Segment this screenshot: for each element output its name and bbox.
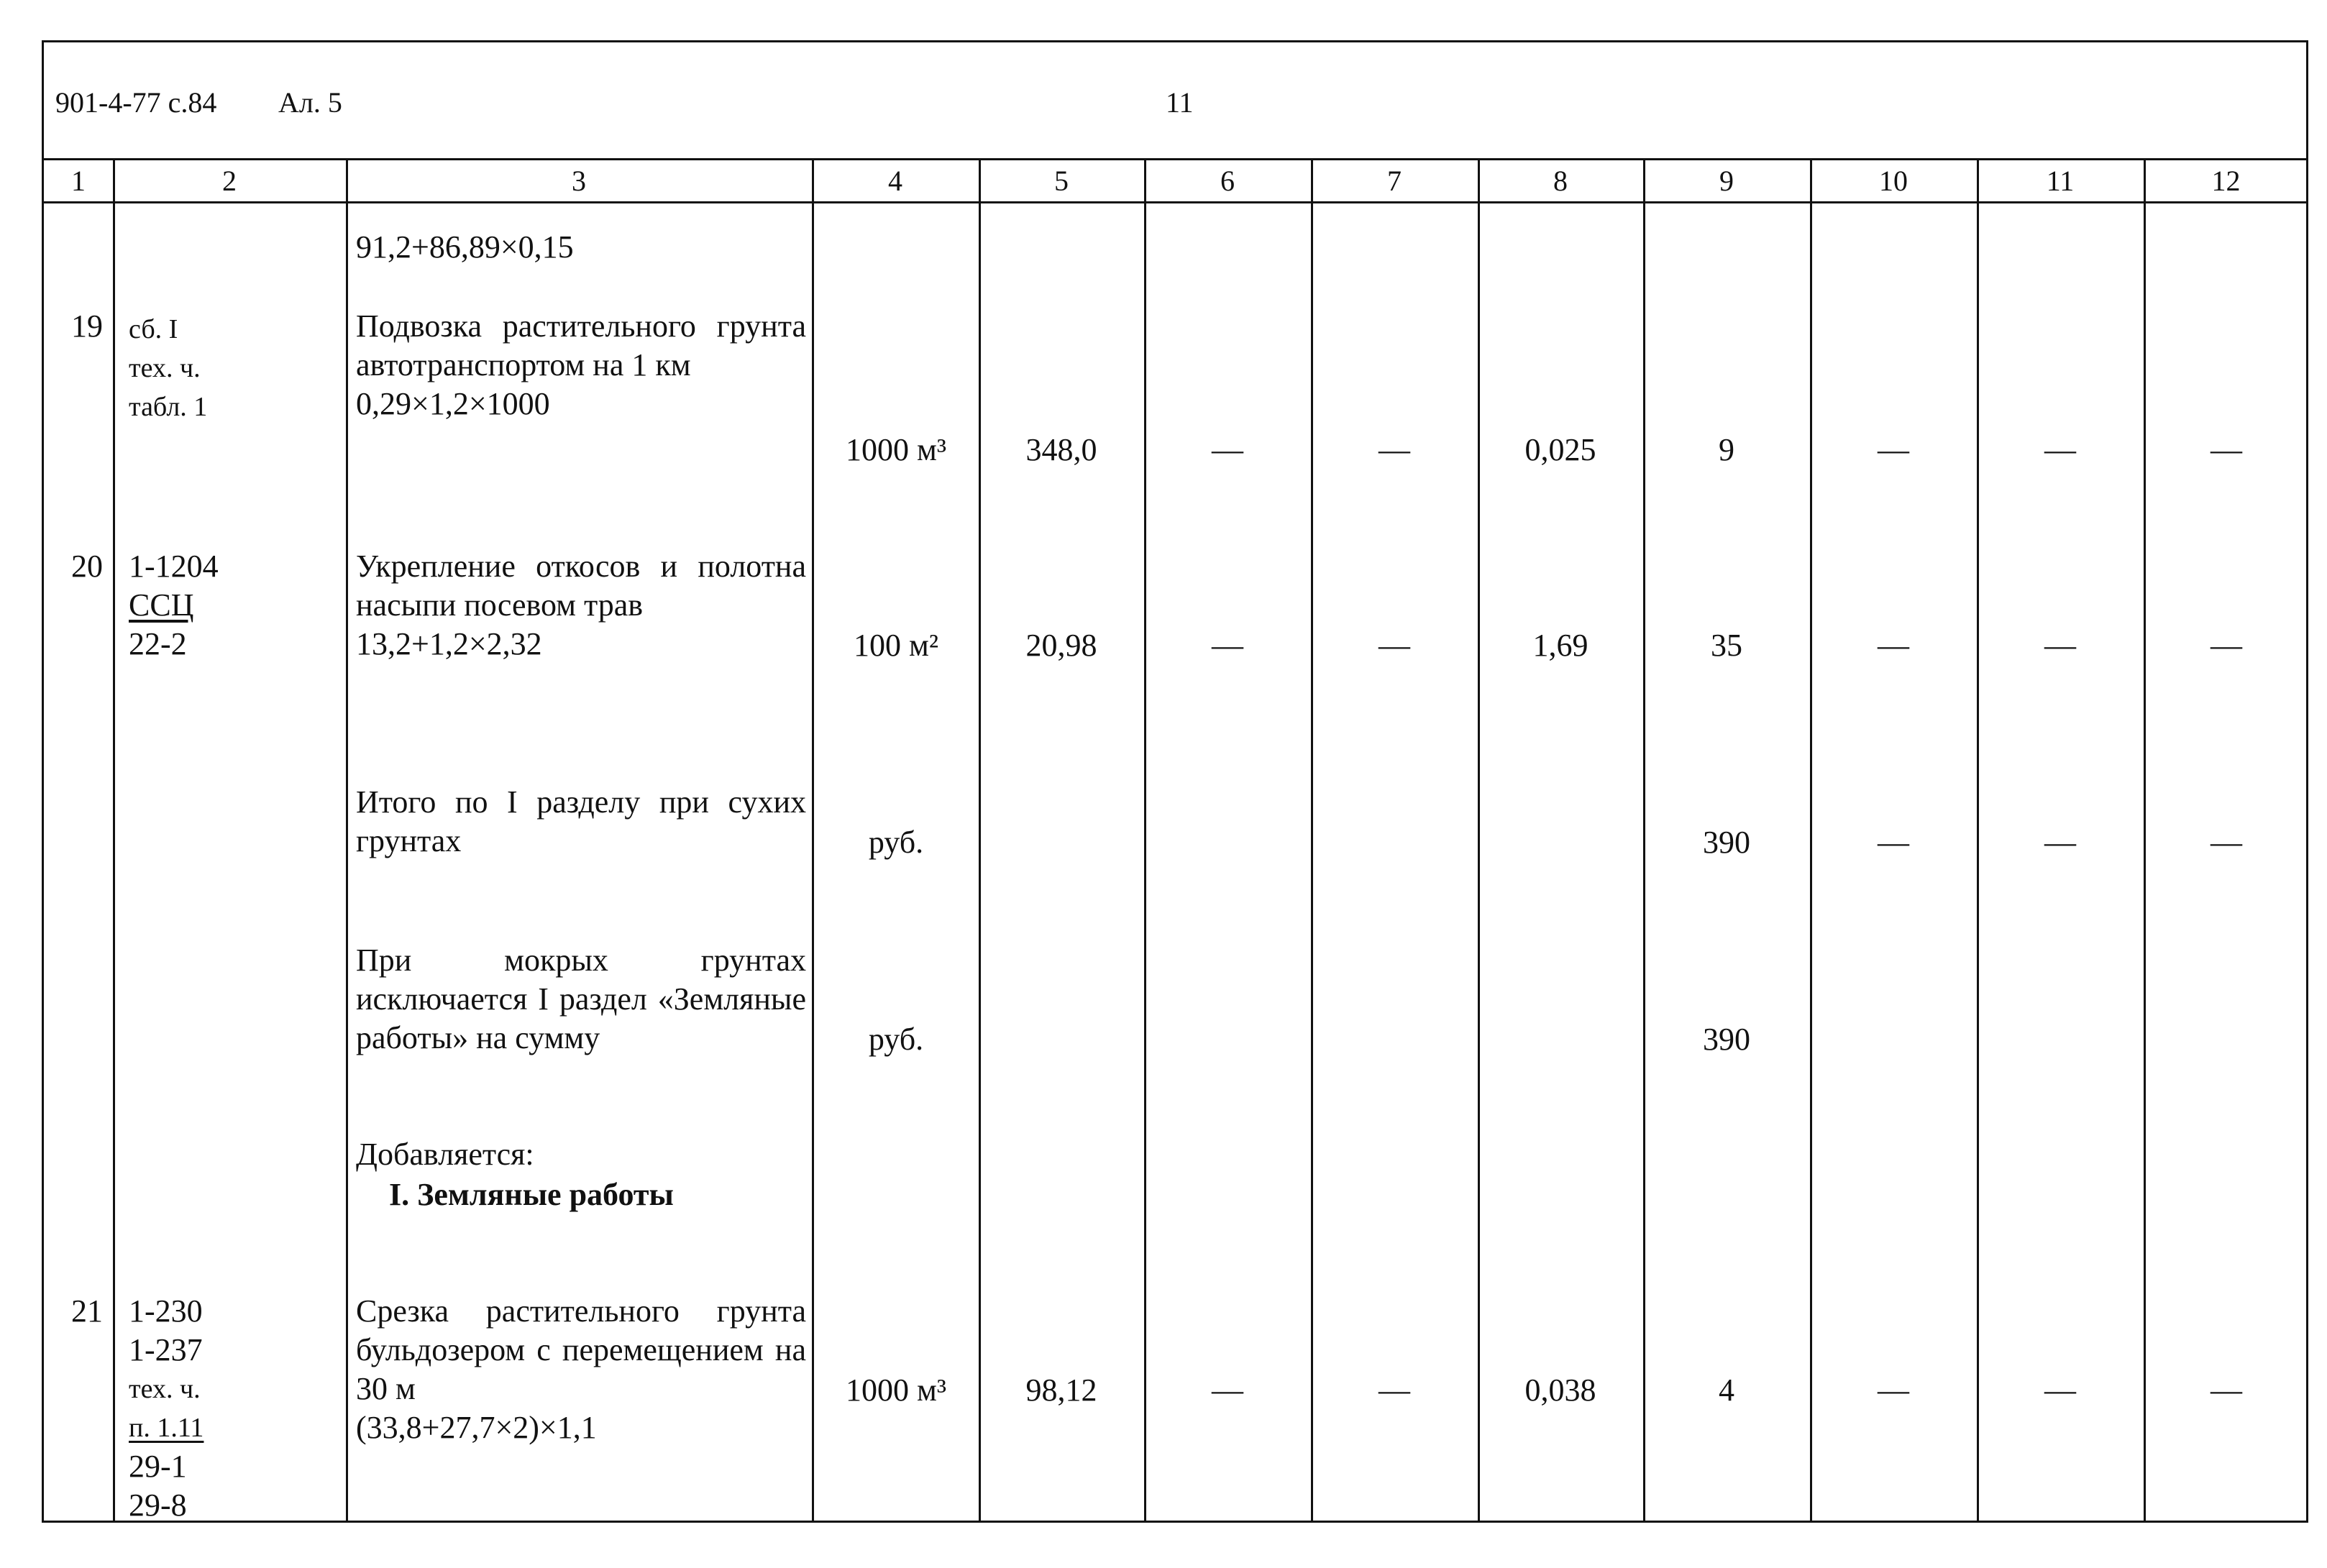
row-20-col8: 1,69 [1532, 628, 1588, 663]
column-number-3: 3 [572, 165, 586, 197]
wet-col9: 390 [1703, 1022, 1750, 1057]
row-20-description [356, 547, 806, 664]
row-19-col11: — [2044, 432, 2076, 467]
row-19-reference [129, 310, 344, 426]
row-21-formula: (33,8+27,7×2)×1,1 [356, 1410, 597, 1445]
row-21-col7: — [1379, 1372, 1410, 1408]
row-19-ref-line: тех. ч. [129, 353, 201, 383]
total-col11: — [2044, 825, 2076, 860]
row-19-col12: — [2211, 432, 2242, 467]
column-number-5: 5 [1054, 165, 1069, 197]
row-20-formula: 13,2+1,2×2,32 [356, 626, 542, 661]
row-20-col6: — [1212, 628, 1243, 663]
sheet-header [44, 42, 2306, 160]
section-heading: I. Земляные работы [389, 1177, 674, 1212]
column-number-7: 7 [1387, 165, 1402, 197]
row-20-col9: 35 [1711, 628, 1742, 663]
column-number-10: 10 [1879, 165, 1908, 197]
wet-unit: руб. [868, 1022, 924, 1057]
row-21-ref-line: 1-230 [129, 1293, 203, 1329]
row-19-col7: — [1379, 432, 1410, 467]
wet-description: При мокрых грунтах исключается I раздел «Земляные работы» на сумму [356, 943, 806, 1055]
row-19-ref-line: сб. I [129, 314, 178, 344]
grid-line [1478, 160, 1480, 1523]
row-19-unit: 1000 м³ [845, 432, 947, 467]
row-21-col8: 0,038 [1524, 1372, 1596, 1408]
total-description: Итого по I разделу при сухих грунтах [356, 784, 806, 858]
row-21-ref-line: 1-237 [129, 1332, 203, 1367]
grid-line [979, 160, 981, 1523]
column-number-4: 4 [888, 165, 902, 197]
row-19-quantity: 348,0 [1025, 432, 1097, 467]
row-20-quantity: 20,98 [1025, 628, 1097, 663]
row-20-col11: — [2044, 628, 2076, 663]
total-col12: — [2211, 825, 2242, 860]
row-19-number: 19 [71, 308, 103, 344]
row-21-ref-line: 29-8 [129, 1487, 187, 1523]
row-21-ref-line: тех. ч. [129, 1374, 201, 1404]
row-21-col11: — [2044, 1372, 2076, 1408]
row-20-unit: 100 м² [853, 628, 939, 663]
total-col10: — [1878, 825, 1909, 860]
total-unit: руб. [868, 825, 924, 860]
column-number-9: 9 [1719, 165, 1734, 197]
row-21-col12: — [2211, 1372, 2242, 1408]
column-number-6: 6 [1220, 165, 1235, 197]
column-number-1: 1 [71, 165, 86, 197]
grid-line [346, 160, 348, 1523]
row-19-col9: 9 [1719, 432, 1734, 467]
row-21-quantity: 98,12 [1025, 1372, 1097, 1408]
page-number: 11 [1166, 86, 1194, 119]
row-19-col6: — [1212, 432, 1243, 467]
column-number-12: 12 [2211, 165, 2241, 197]
column-number-2: 2 [222, 165, 237, 197]
total-col9: 390 [1703, 825, 1750, 860]
row-20-number: 20 [71, 549, 103, 584]
pre-row-formula: 91,2+86,89×0,15 [356, 229, 574, 265]
row-21-col6: — [1212, 1372, 1243, 1408]
row-21-description [356, 1292, 806, 1447]
row-20-ref-line: 1-1204 [129, 549, 219, 584]
row-20-col10: — [1878, 628, 1909, 663]
row-19-col10: — [1878, 432, 1909, 467]
document-code: 901-4-77 с.84 [55, 86, 217, 119]
row-20-description-text: Укрепление откосов и полотна насыпи посевом трав [356, 549, 806, 623]
column-number-11: 11 [2046, 165, 2075, 197]
row-19-description [356, 307, 806, 423]
sheet-label: Ал. 5 [278, 86, 342, 119]
row-19-formula: 0,29×1,2×1000 [356, 386, 550, 421]
column-number-8: 8 [1553, 165, 1568, 197]
grid-line [1311, 160, 1313, 1523]
row-21-col9: 4 [1719, 1372, 1734, 1408]
row-21-number: 21 [71, 1293, 103, 1329]
row-19-col8: 0,025 [1524, 432, 1596, 467]
estimate-sheet [42, 40, 2308, 1523]
row-20-ref-line: 22-2 [129, 626, 187, 661]
row-20-ref-line: ССЦ [129, 587, 194, 623]
row-21-ref-line: п. 1.11 [129, 1413, 204, 1443]
row-21-ref-line: 29-1 [129, 1449, 187, 1484]
row-21-description-text: Срезка растительного грунта бульдозером с перемещением на 30 м [356, 1293, 806, 1406]
row-20-col12: — [2211, 628, 2242, 663]
added-label: Добавляется: [356, 1137, 534, 1172]
row-21-reference [129, 1292, 344, 1525]
row-20-col7: — [1379, 628, 1410, 663]
row-21-unit: 1000 м³ [845, 1372, 947, 1408]
row-19-description-text: Подвозка растительного грунта автотранспортом на 1 км [356, 308, 806, 382]
grid-line [1144, 160, 1146, 1523]
row-20-reference [129, 547, 344, 664]
row-19-ref-line: табл. 1 [129, 392, 208, 422]
row-21-col10: — [1878, 1372, 1909, 1408]
column-number-row [44, 160, 2306, 203]
